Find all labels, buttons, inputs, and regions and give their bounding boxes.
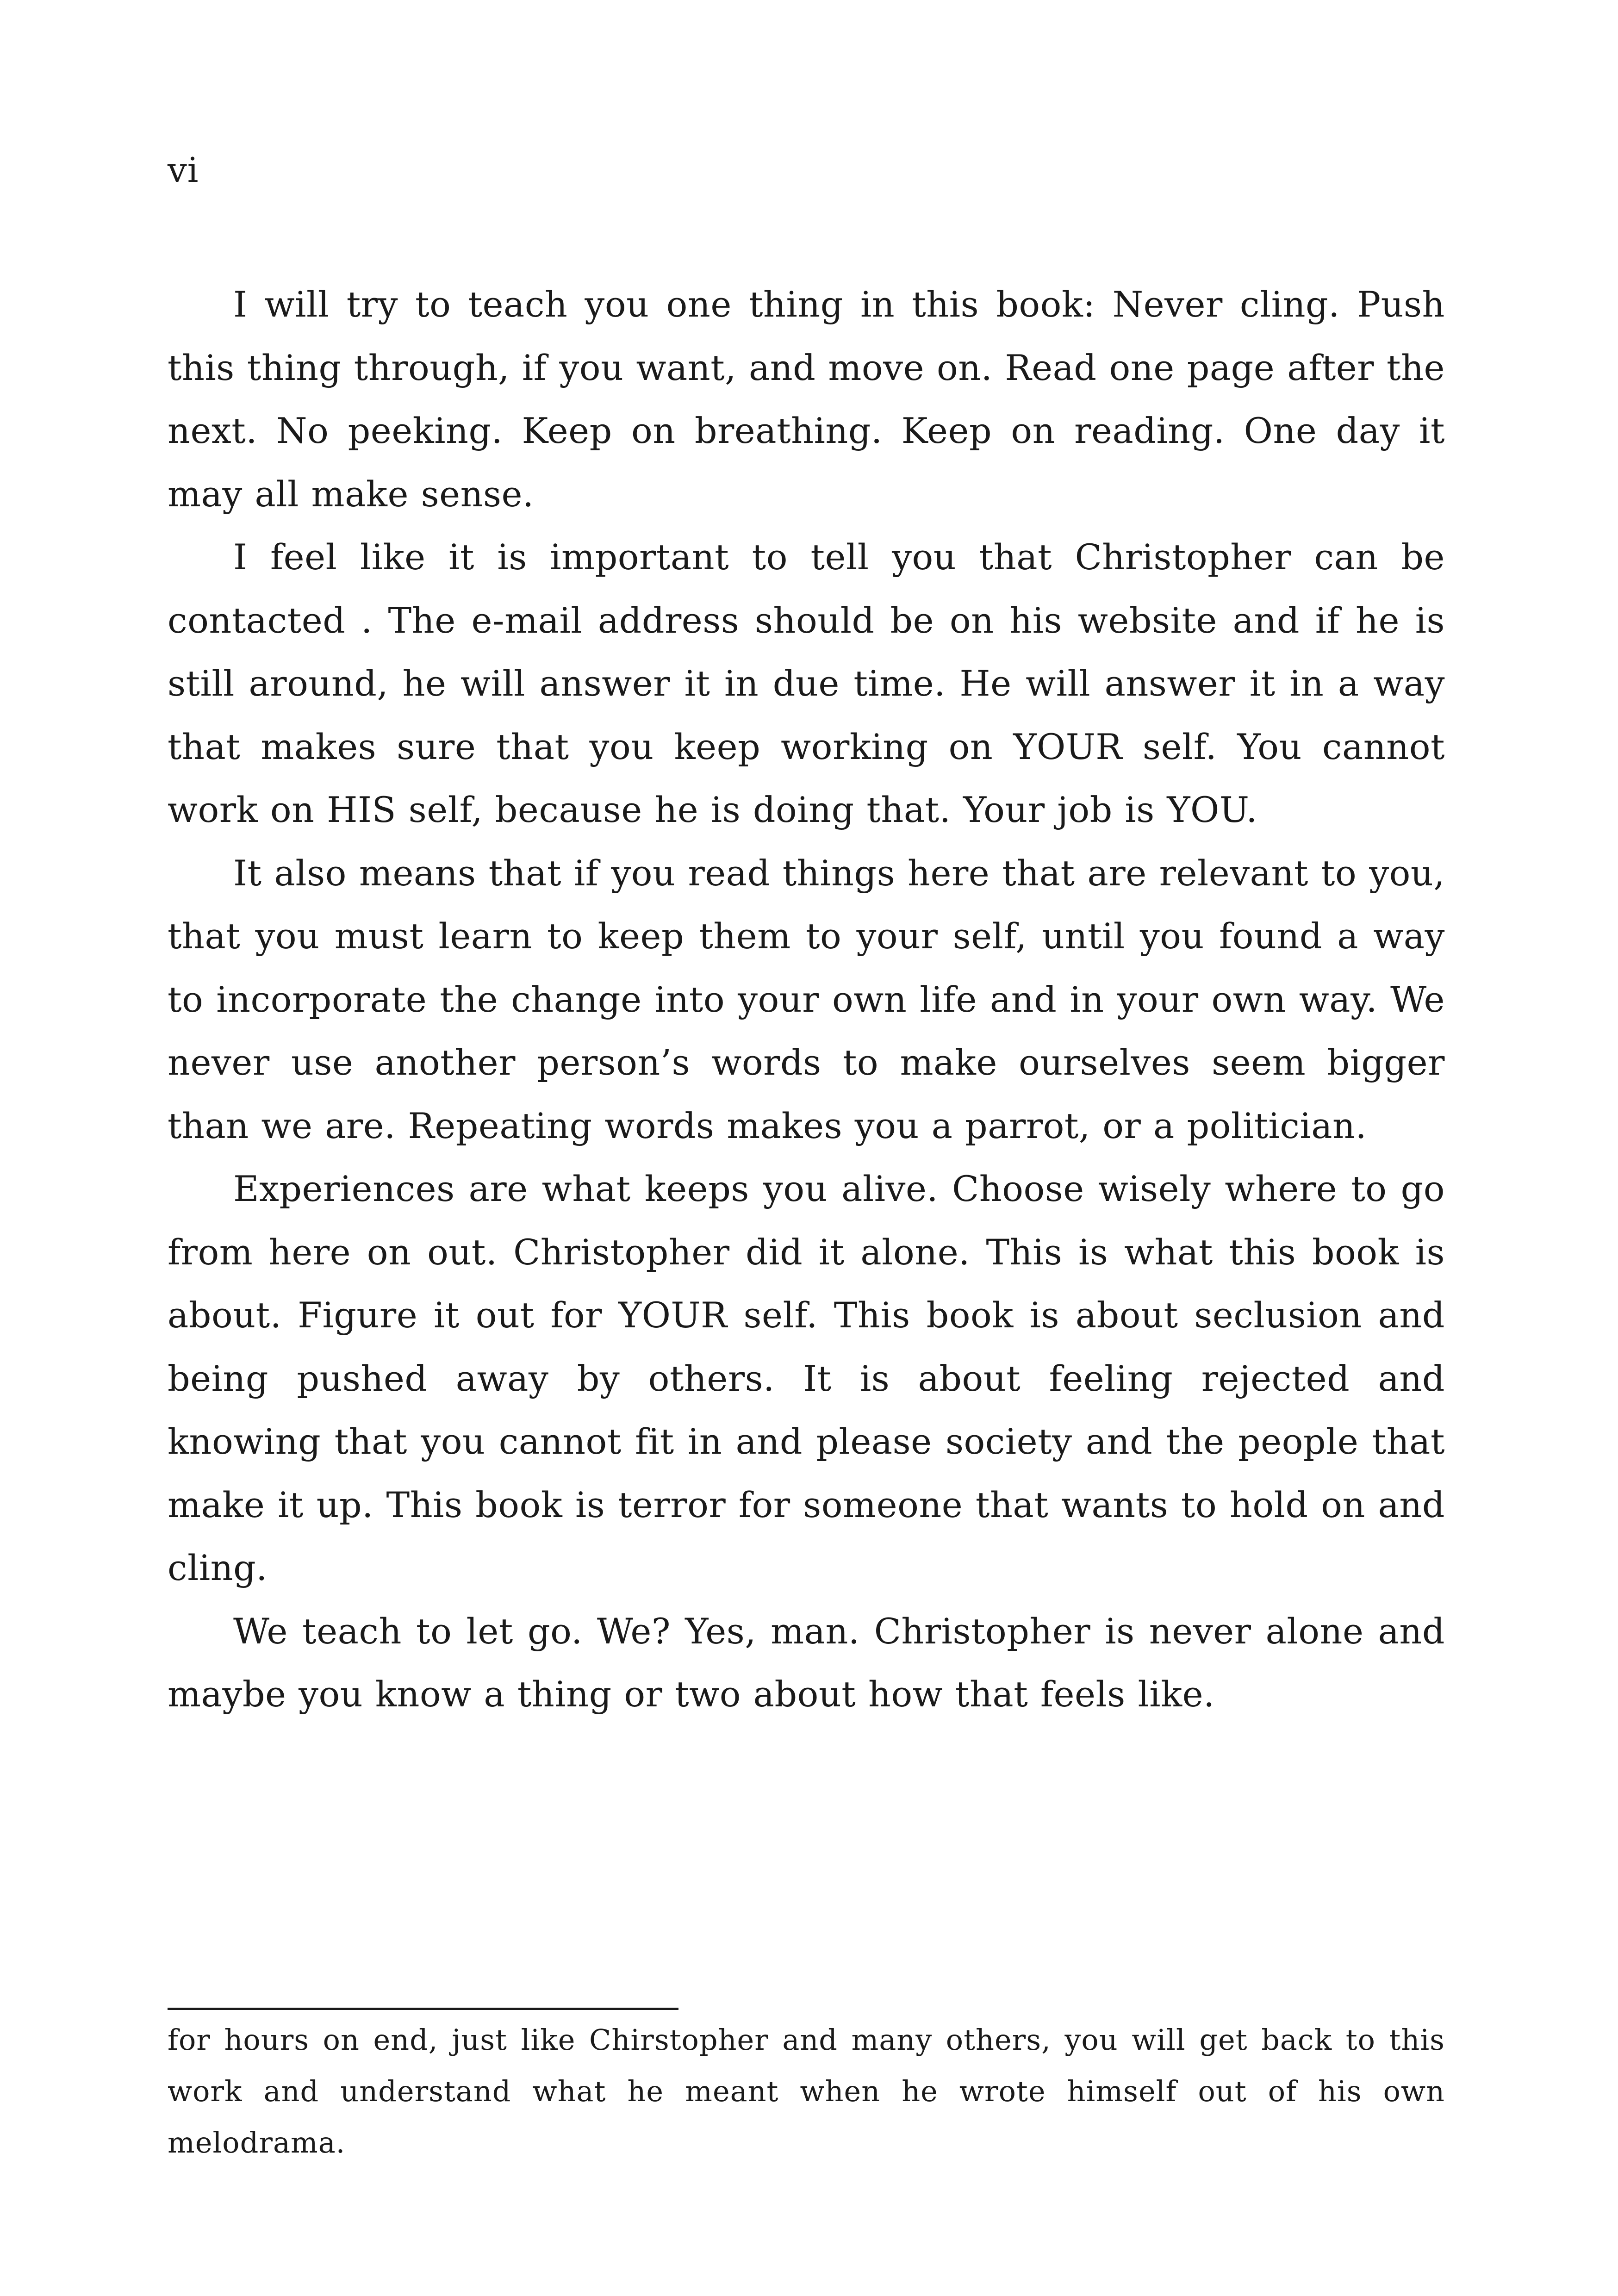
footnote-divider (168, 2008, 678, 2010)
paragraph: We teach to let go. We? Yes, man. Christopher is never alone and maybe you know a thing or two about how that feels like. (168, 1610, 1445, 1715)
paragraph: I feel like it is important to tell you that Christopher can be contacted . The e-mail address should be on his website and if he is still around, he will answer it in due time. He will answer it in a way that makes sure that you keep working on YOUR self. You cannot work on HIS self, because he is doing that. Your job is YOU. (168, 536, 1445, 830)
body-text (168, 273, 1445, 1726)
paragraph: I will try to teach you one thing in this book: Never cling. Push this thing through, if you want, and move on. Read one page after the next. No peeking. Keep on breathing. Keep on reading. One day it may all make sense. (168, 284, 1445, 515)
paragraph: Experiences are what keeps you alive. Choose wisely where to go from here on out. Christopher did it alone. This is what this book is about. Figure it out for YOUR self. This book is about seclusion and being pushed away by others. It is about feeling rejected and knowing that you cannot fit in and please society and the people that make it up. This book is terror for someone that wants to hold on and cling. (168, 1168, 1445, 1588)
footnote: for hours on end, just like Chirstopher and many others, you will get back to this work and understand what he meant when he wrote himself out of his own melodrama. (168, 2023, 1445, 2159)
paragraph: It also means that if you read things here that are relevant to you, that you must learn to keep them to your self, until you found a way to incorporate the change into your own life and in your own way. We never use another person’s words to make ourselves seem bigger than we are. Repeating words makes you a parrot, or a politician. (168, 852, 1445, 1146)
page-number: vi (168, 150, 199, 190)
